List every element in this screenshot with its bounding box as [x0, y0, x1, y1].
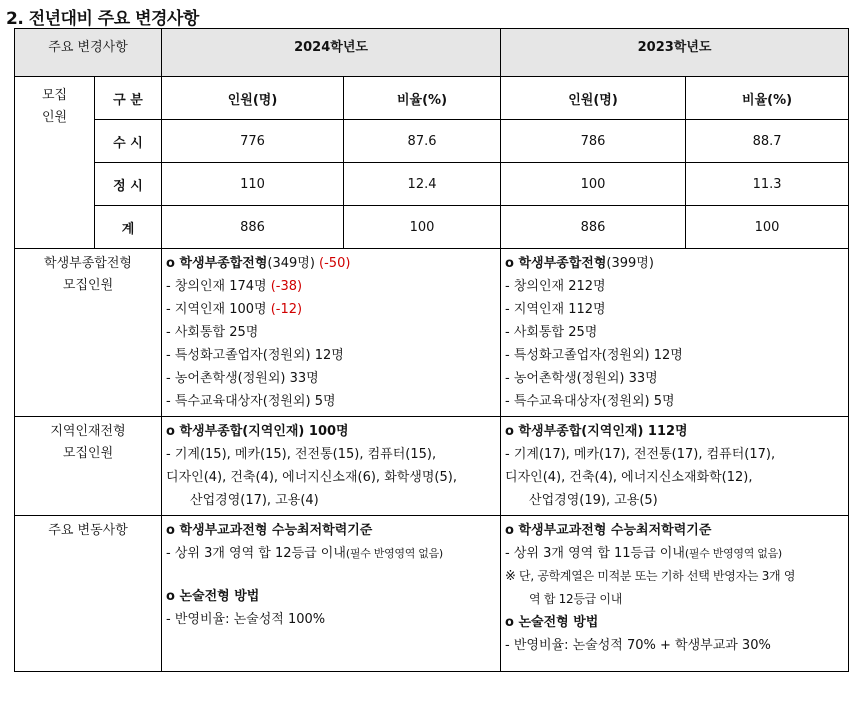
changes-row: [15, 516, 849, 672]
header-year-2023: 2023학년도: [501, 29, 849, 77]
list-item: - 창의인재 174명 (-38): [166, 279, 303, 294]
comprehensive-2024-head-change: (-50): [319, 256, 351, 271]
category-header: 구 분: [95, 77, 162, 120]
count-2024-header: 인원(명): [162, 77, 344, 120]
recruit-subheader-row: [15, 77, 849, 120]
count-2023-header: 인원(명): [501, 77, 686, 120]
list-item: - 창의인재 212명: [505, 279, 606, 294]
recruit-label-line1: 모집: [41, 88, 68, 103]
table-row: [15, 120, 849, 163]
regional-2024-cell: [162, 417, 501, 516]
changes-label: 주요 변동사항: [15, 516, 162, 672]
list-item: 디자인(4), 건축(4), 에너지신소재(6), 화학생명(5),: [166, 470, 457, 485]
recruit-label-line2: 인원: [41, 110, 68, 125]
ratio-2024-header: 비율(%): [344, 77, 501, 120]
comprehensive-label: [15, 249, 162, 417]
regional-row: [15, 417, 849, 516]
list-item: - 기계(15), 메카(15), 전전통(15), 컴퓨터(15),: [166, 447, 437, 462]
header-label: 주요 변경사항: [15, 29, 162, 77]
list-item: - 반영비율: 논술성적 70% + 학생부교과 30%: [505, 638, 771, 653]
comprehensive-row: [15, 249, 849, 417]
ratio-2023-cell: 88.7: [686, 120, 849, 163]
count-2024-cell: 776: [162, 120, 344, 163]
category-cell: 정 시: [95, 163, 162, 206]
changes-2023-head1: o 학생부교과전형 수능최저학력기준: [505, 523, 712, 538]
note-mark: ※: [505, 569, 516, 584]
list-item: - 특수교육대상자(정원외) 5명: [166, 394, 336, 409]
count-2023-cell: 886: [501, 206, 686, 249]
category-cell: 수 시: [95, 120, 162, 163]
list-item: - 특성화고졸업자(정원외) 12명: [166, 348, 344, 363]
list-item: - 지역인재 100명 (-12): [166, 302, 303, 317]
ratio-2023-cell: 100: [686, 206, 849, 249]
list-item: - 사회통합 25명: [166, 325, 259, 340]
header-year-2024: 2024학년도: [162, 29, 501, 77]
list-item: 산업경영(17), 고용(4): [190, 493, 319, 508]
comprehensive-2023-head: o 학생부종합전형: [505, 256, 607, 271]
list-item: - 상위 3개 영역 합 12등급 이내(필수 반영영역 없음): [166, 546, 443, 561]
list-item: - 상위 3개 영역 합 11등급 이내(필수 반영영역 없음): [505, 546, 782, 561]
comprehensive-2024-head-count: (349명): [267, 256, 315, 271]
page-title: 2. 전년대비 주요 변경사항: [6, 9, 199, 29]
changes-2023-cell: [501, 516, 849, 672]
count-2024-cell: 110: [162, 163, 344, 206]
comprehensive-2024-head: o 학생부종합전형: [166, 256, 268, 271]
list-item: 디자인(4), 건축(4), 에너지신소재화학(12),: [505, 470, 753, 485]
table-row: [15, 163, 849, 206]
regional-2023-head: o 학생부종합(지역인재) 112명: [505, 424, 688, 439]
comprehensive-2023-head-count: (399명): [606, 256, 654, 271]
regional-label: [15, 417, 162, 516]
changes-2024-head1: o 학생부교과전형 수능최저학력기준: [166, 523, 373, 538]
ratio-2024-cell: 12.4: [344, 163, 501, 206]
comprehensive-label-line1: 학생부종합전형: [44, 256, 132, 271]
comprehensive-2024-cell: [162, 249, 501, 417]
changes-2024-cell: [162, 516, 501, 672]
comprehensive-2023-cell: [501, 249, 849, 417]
list-item: - 반영비율: 논술성적 100%: [166, 612, 326, 627]
ratio-2023-cell: 11.3: [686, 163, 849, 206]
list-item: - 기계(17), 메카(17), 전전통(17), 컴퓨터(17),: [505, 447, 776, 462]
regional-label-line2: 모집인원: [62, 446, 114, 461]
ratio-2023-header: 비율(%): [686, 77, 849, 120]
changes-2024-head2: o 논술전형 방법: [166, 589, 260, 604]
category-cell: 계: [95, 206, 162, 249]
regional-2024-head: o 학생부종합(지역인재) 100명: [166, 424, 349, 439]
count-2023-cell: 786: [501, 120, 686, 163]
count-2024-cell: 886: [162, 206, 344, 249]
list-item: - 특수교육대상자(정원외) 5명: [505, 394, 675, 409]
note-line: 역 합 12등급 이내: [529, 592, 622, 606]
ratio-2024-cell: 100: [344, 206, 501, 249]
changes-2023-head2: o 논술전형 방법: [505, 615, 599, 630]
regional-2023-cell: [501, 417, 849, 516]
list-item: - 사회통합 25명: [505, 325, 598, 340]
count-2023-cell: 100: [501, 163, 686, 206]
changes-2023-note: [505, 565, 845, 611]
regional-label-line1: 지역인재전형: [50, 424, 126, 439]
recruit-label: [15, 77, 95, 249]
table-row: [15, 206, 849, 249]
list-item: 산업경영(19), 고용(5): [529, 493, 658, 508]
table-header-row: [15, 29, 849, 77]
list-item: - 농어촌학생(정원외) 33명: [505, 371, 658, 386]
comprehensive-label-line2: 모집인원: [62, 278, 114, 293]
note-line: 단, 공학계열은 미적분 또는 기하 선택 반영자는 3개 영: [519, 569, 796, 583]
list-item: - 지역인재 112명: [505, 302, 606, 317]
changes-table: [14, 28, 849, 672]
ratio-2024-cell: 87.6: [344, 120, 501, 163]
list-item: - 특성화고졸업자(정원외) 12명: [505, 348, 683, 363]
list-item: - 농어촌학생(정원외) 33명: [166, 371, 319, 386]
